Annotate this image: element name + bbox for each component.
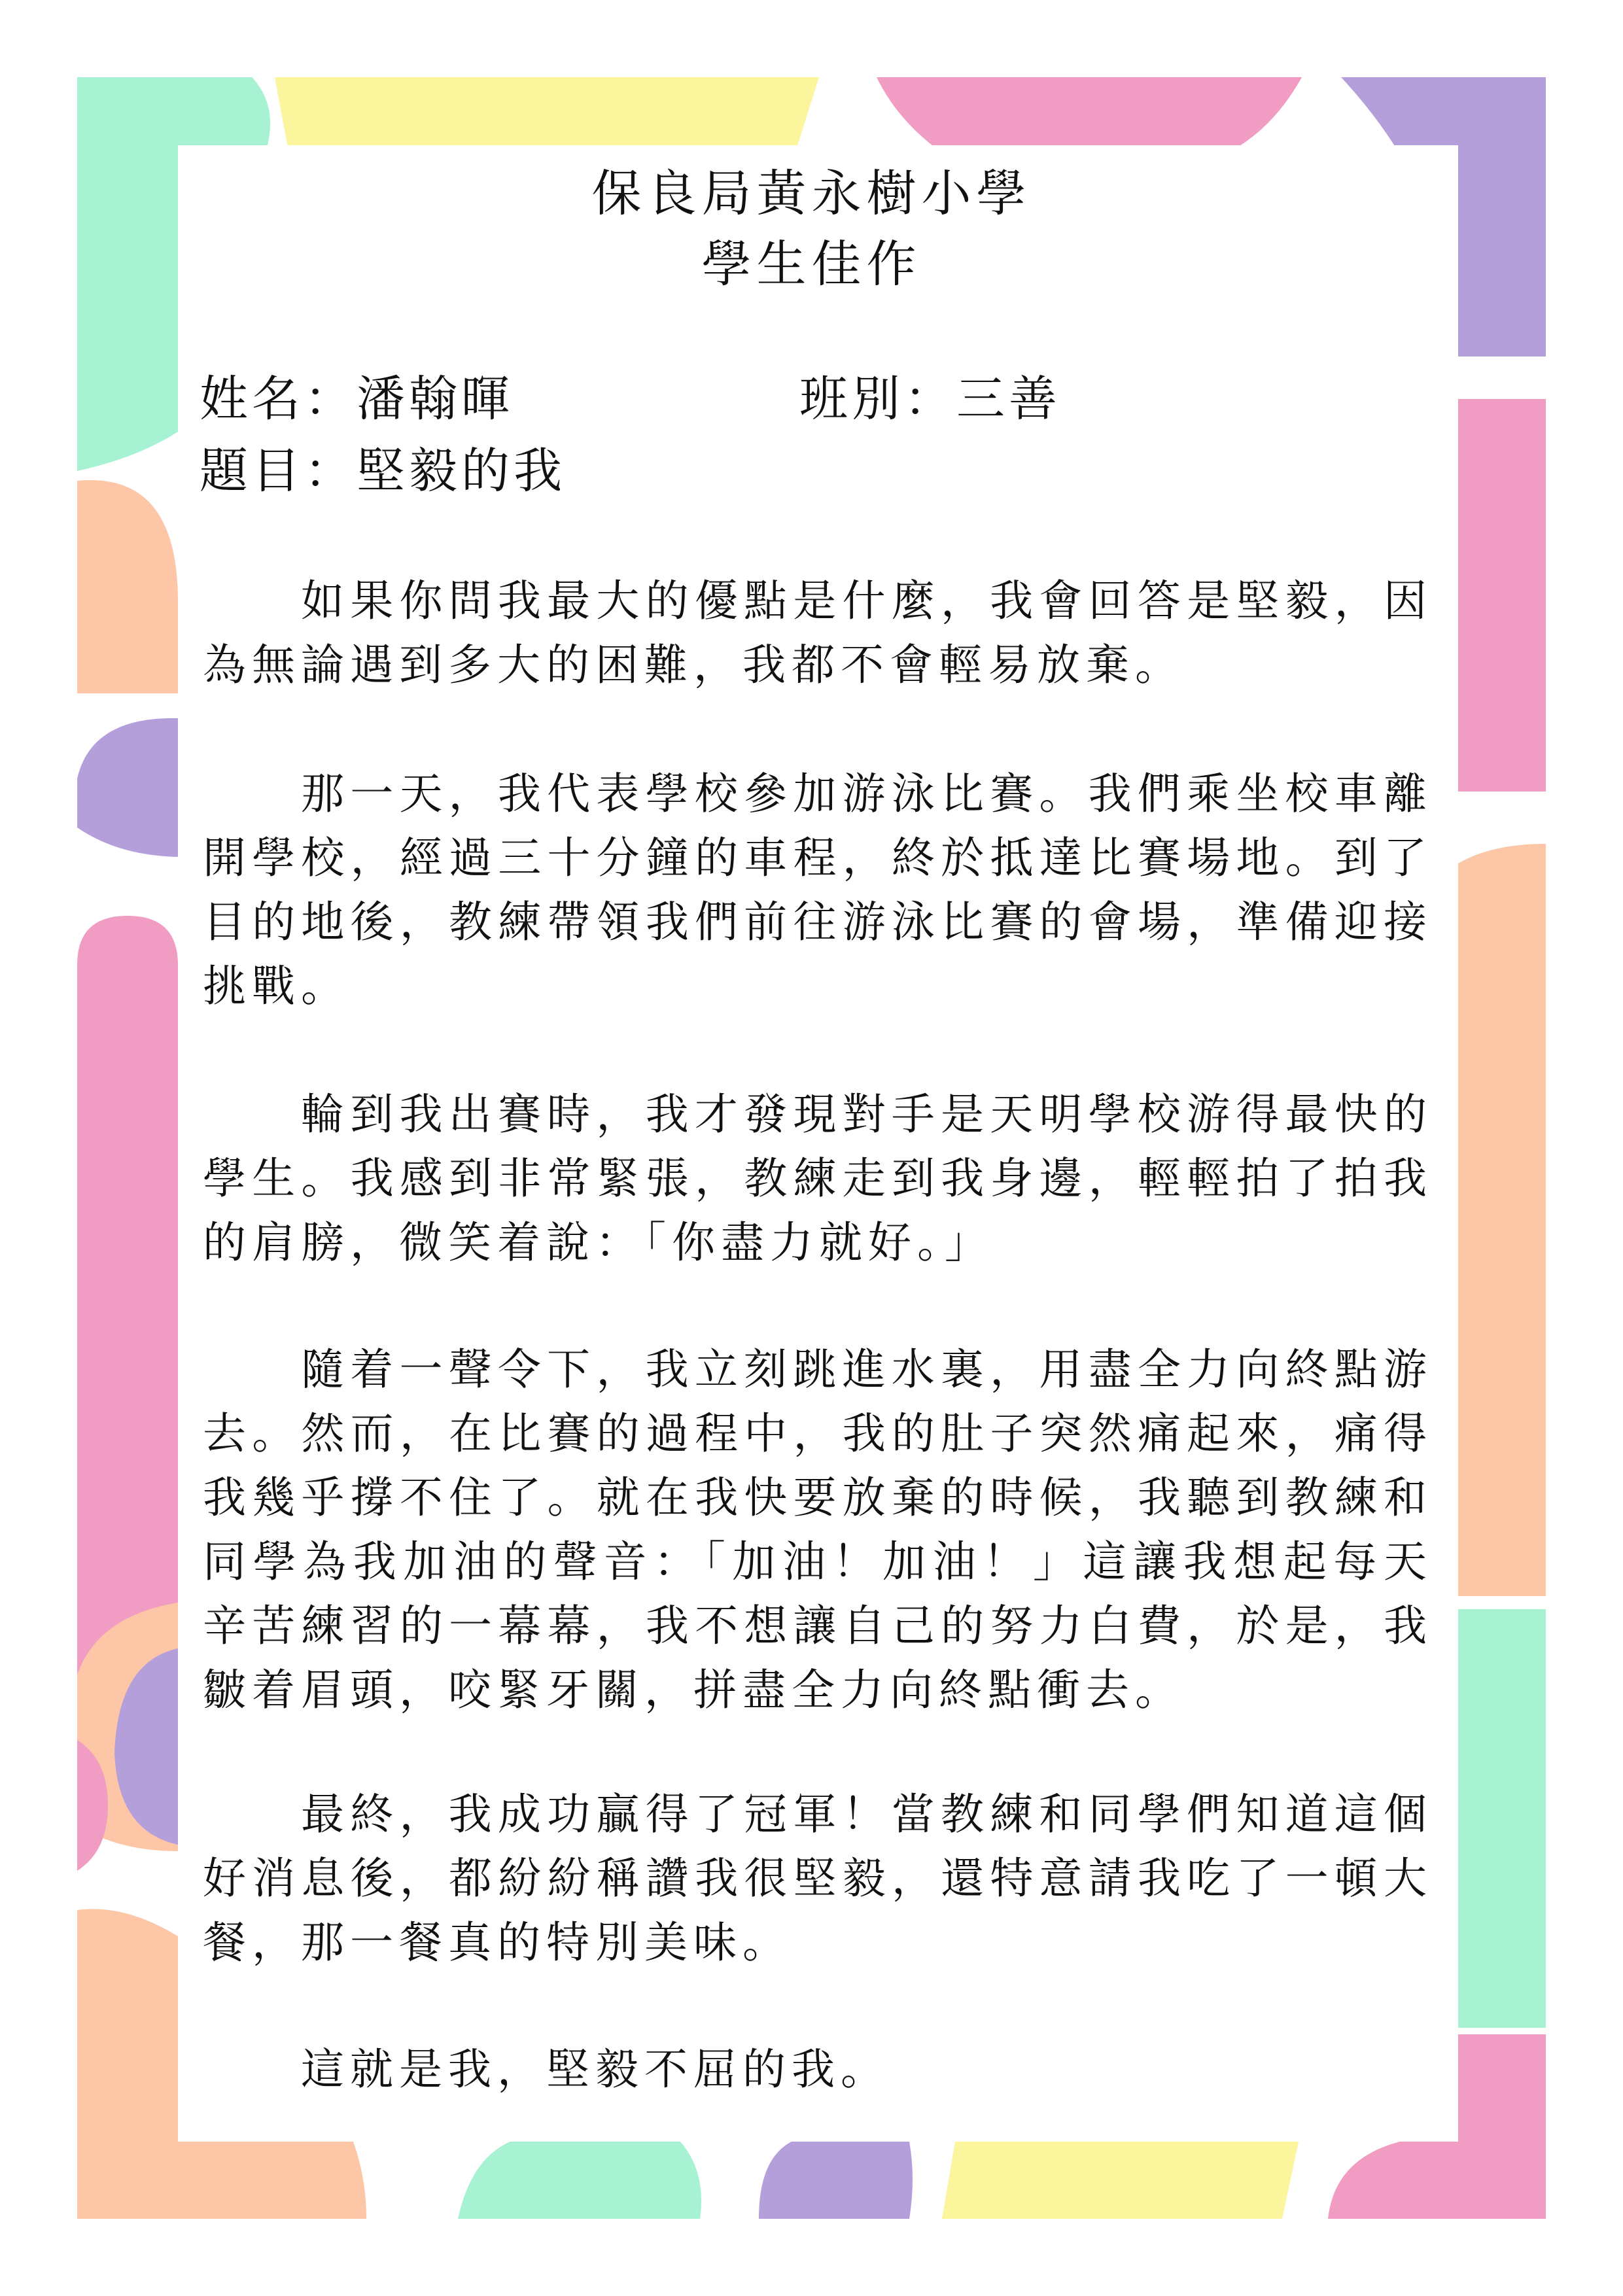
border-shape: [877, 77, 1302, 148]
border-shape: [275, 77, 819, 148]
school-name: 保良局黃永樹小學: [591, 164, 1032, 222]
essay-paragraph-5: 最終，我成功贏得了冠軍！當教練和同學們知道這個好消息後，都紛紛稱讚我很堅毅，還特意請我吃了一頓大餐，那一餐真的特別美味。: [203, 1789, 1433, 1968]
essay-paragraph-2: 那一天，我代表學校參加游泳比賽。我們乘坐校車離開學校，經過三十分鐘的車程，終於抵達比賽場地。到了目的地後，教練帶領我們前往游泳比賽的會場，準備迎接挑戰。: [203, 769, 1433, 1011]
border-shape: [77, 718, 178, 857]
border-shape: [942, 2142, 1299, 2219]
border-shape: [1458, 399, 1546, 791]
border-shape: [1458, 1609, 1546, 2028]
page-subtitle: 學生佳作: [701, 235, 922, 293]
border-shape: [77, 2142, 366, 2219]
border-shape: [458, 2142, 701, 2219]
essay-paragraph-4: 隨着一聲令下，我立刻跳進水裏，用盡全力向終點游去。然而，在比賽的過程中，我的肚子突然痛起來，痛得我幾乎撐不住了。就在我快要放棄的時候，我聽到教練和同學為我加油的聲音：「加油！加油！」這讓我想起每天辛苦練習的一幕幕，我不想讓自己的努力白費，於是，我皺着眉頭，咬緊牙關，拼盡全力向終點衝去。: [203, 1344, 1433, 1715]
name-label: 姓名：: [200, 371, 357, 427]
border-shape: [1458, 844, 1546, 1596]
essay-paragraph-3: 輪到我出賽時，我才發現對手是天明學校游得最快的學生。我感到非常緊張，教練走到我身邊，輕輕拍了拍我的肩膀，微笑着說：「你盡力就好。」: [203, 1089, 1433, 1268]
class-label: 班別：: [799, 371, 956, 427]
border-shape: [77, 77, 270, 148]
essay-paragraph-6: 這就是我，堅毅不屈的我。: [301, 2044, 890, 2095]
border-shape: [759, 2142, 913, 2219]
topic-label: 題目：: [200, 443, 357, 499]
border-shape: [1328, 2142, 1458, 2219]
topic-value: 堅毅的我: [357, 443, 566, 499]
border-shape: [77, 1909, 178, 2142]
class-value: 三善: [956, 371, 1061, 427]
border-shape: [1458, 2034, 1546, 2219]
essay-topic-row: [200, 438, 566, 504]
student-class-row: [799, 366, 1061, 432]
name-value: 潘翰暉: [357, 371, 514, 427]
essay-paragraph-1: 如果你問我最大的優點是什麼，我會回答是堅毅，因為無論遇到多大的困難，我都不會輕易放棄。: [203, 576, 1433, 690]
student-name-row: [200, 366, 514, 432]
border-shape: [77, 480, 178, 693]
